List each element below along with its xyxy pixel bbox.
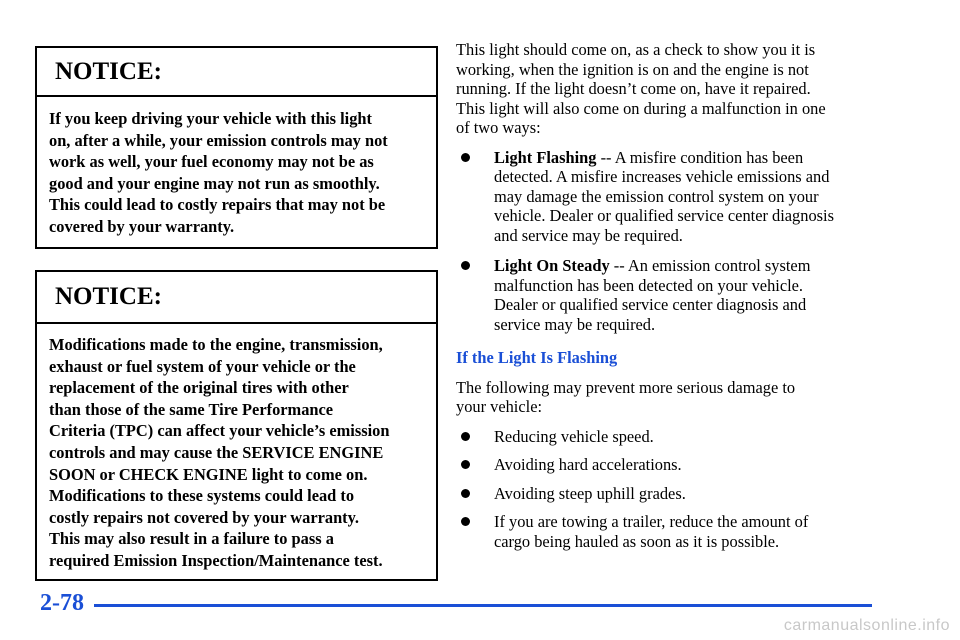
- notice-text: [37, 324, 436, 572]
- bullet-text: A misfire condition has been: [614, 147, 804, 167]
- notice-line: Modifications to these systems could lead to: [49, 486, 355, 506]
- bullet-line: and service may be required.: [494, 225, 683, 245]
- bullet-line: Avoiding hard accelerations.: [494, 455, 682, 474]
- notice-line: work as well, your fuel economy may not be as: [49, 152, 374, 172]
- notice-line: required Emission Inspection/Maintenance test.: [49, 550, 383, 570]
- bullet-light-on-steady: [456, 256, 896, 334]
- notice-line: SOON or CHECK ENGINE light to come on.: [49, 464, 368, 484]
- notice-line: covered by your warranty.: [49, 216, 235, 236]
- notice-line: replacement of the original tires with other: [49, 378, 349, 398]
- notice-line: Modifications made to the engine, transmission,: [49, 335, 383, 354]
- bullet-term: Light On Steady: [494, 256, 610, 275]
- bullet-term: Light Flashing: [494, 147, 597, 167]
- bullet-line: Reducing vehicle speed.: [494, 426, 654, 446]
- bullet-line: vehicle. Dealer or qualified service center diagnosis: [494, 206, 834, 225]
- bullet-line: detected. A misfire increases vehicle emissions and: [494, 167, 830, 186]
- notice-text: [37, 97, 436, 238]
- bullet-line: service may be required.: [494, 314, 656, 334]
- bullet-line: malfunction has been detected on your vehicle.: [494, 275, 804, 295]
- bullet-dot-icon: [461, 261, 470, 270]
- text-line: This light should come on, as a check to show you it is: [456, 40, 816, 59]
- bullet-line: may damage the emission control system on your: [494, 186, 819, 206]
- bullet-towing: [456, 512, 896, 551]
- right-column: [456, 40, 896, 551]
- bullet-line: Avoiding steep uphill grades.: [494, 483, 686, 503]
- text-line: The following may prevent more serious damage to: [456, 377, 796, 397]
- bullet-line: cargo being hauled as soon as it is possible.: [494, 531, 780, 551]
- notice-box-2: [35, 270, 438, 581]
- bullet-line: Dealer or qualified service center diagnosis and: [494, 295, 807, 314]
- watermark: carmanualsonline.info: [783, 617, 950, 634]
- notice-title: NOTICE:: [37, 272, 436, 324]
- notice-line: costly repairs not covered by your warranty.: [49, 507, 360, 527]
- notice-line: exhaust or fuel system of your vehicle or the: [49, 356, 356, 376]
- page-number: 2-78: [40, 590, 84, 616]
- bullet-step: [456, 427, 896, 447]
- bullet-text: An emission control system: [627, 256, 811, 275]
- text-line: of two ways:: [456, 118, 541, 137]
- notice-line: Criteria (TPC) can affect your vehicle’s emission: [49, 421, 390, 441]
- notice-line: If you keep driving your vehicle with this light: [49, 109, 372, 128]
- bullet-line: If you are towing a trailer, reduce the amount of: [494, 512, 809, 531]
- notice-line: than those of the same Tire Performance: [49, 399, 334, 419]
- bullet-step: [456, 455, 896, 475]
- notice-line: controls and may cause the SERVICE ENGINE: [49, 442, 384, 462]
- bullet-separator: --: [596, 147, 615, 167]
- bullet-dot-icon: [461, 153, 470, 162]
- bullet-dot-icon: [461, 432, 470, 441]
- section-heading: If the Light Is Flashing: [456, 348, 618, 367]
- lead-paragraph: [456, 378, 896, 417]
- bullet-separator: --: [609, 256, 628, 275]
- bullet-dot-icon: [461, 517, 470, 526]
- notice-box-1: [35, 46, 438, 249]
- notice-line: good and your engine may not run as smoothly.: [49, 173, 380, 193]
- text-line: running. If the light doesn’t come on, have it repaired.: [456, 79, 811, 98]
- bullet-step: [456, 484, 896, 504]
- notice-line: on, after a while, your emission controls may not: [49, 130, 388, 150]
- bullet-dot-icon: [461, 460, 470, 469]
- intro-paragraph: [456, 40, 896, 138]
- notice-line: This could lead to costly repairs that may not be: [49, 195, 386, 215]
- notice-title: NOTICE:: [37, 48, 436, 97]
- text-line: This light will also come on during a malfunction in one: [456, 98, 826, 118]
- notice-line: This may also result in a failure to pass a: [49, 529, 334, 549]
- text-line: working, when the ignition is on and the engine is not: [456, 59, 809, 79]
- footer-rule: [94, 604, 872, 607]
- bullet-light-flashing: [456, 148, 896, 246]
- text-line: your vehicle:: [456, 397, 543, 416]
- bullet-dot-icon: [461, 489, 470, 498]
